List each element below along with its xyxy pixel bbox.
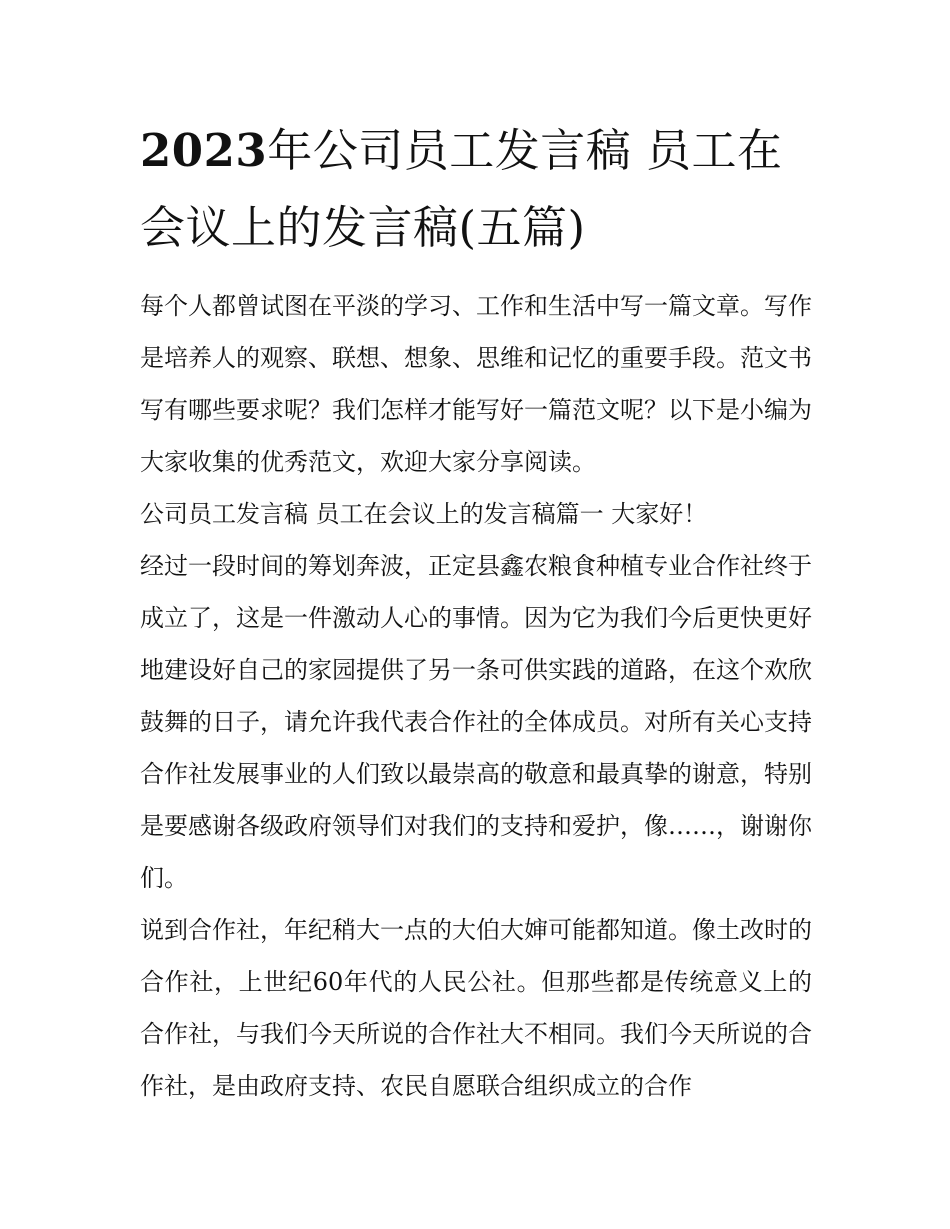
title-text: 年公司员工发言稿 员工在会议上的发言稿(五篇) — [140, 124, 783, 254]
document-title — [140, 112, 812, 266]
paragraph-intro: 每个人都曾试图在平淡的学习、工作和生活中写一篇文章。写作是培养人的观察、联想、想象、思维和记忆的重要手段。范文书写有哪些要求呢？我们怎样才能写好一篇范文呢？以下是小编为大家收集的优秀范文，欢迎大家分享阅读。 — [140, 292, 812, 476]
paragraph-body-2: 说到合作社，年纪稍大一点的大伯大婶可能都知道。像土改时的合作社，上世纪60年代的人民公社。但那些都是传统意义上的合作社，与我们今天所说的合作社大不相同。我们今天所说的合作社，是由政府支持、农民自愿联合组织成立的合作 — [140, 916, 812, 1100]
document-page — [140, 112, 812, 1112]
title-year: 2023 — [140, 124, 268, 177]
paragraph-body-1: 经过一段时间的筹划奔波，正定县鑫农粮食种植专业合作社终于成立了，这是一件激动人心的事情。因为它为我们今后更快更好地建设好自己的家园提供了另一条可供实践的道路，在这个欢欣鼓舞的日子，请允许我代表合作社的全体成员。对所有关心支持合作社发展事业的人们致以最崇高的敬意和最真挚的谢意，特别是要感谢各级政府领导们对我们的支持和爱护，像……，谢谢你们。 — [140, 552, 812, 892]
paragraph-greeting: 公司员工发言稿 员工在会议上的发言稿篇一 大家好！ — [140, 500, 708, 528]
